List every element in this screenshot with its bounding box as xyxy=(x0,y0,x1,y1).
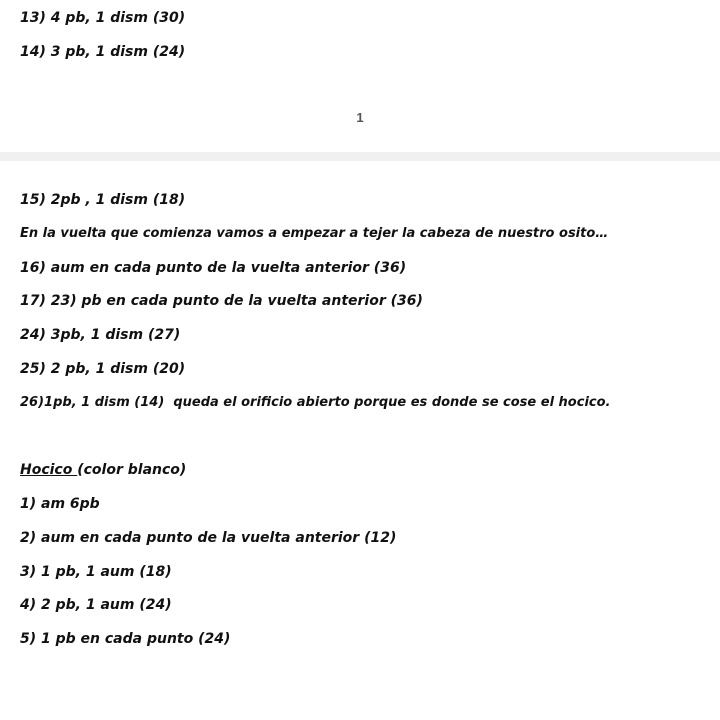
page-separator xyxy=(0,152,720,161)
snout-round-3: 3) 1 pb, 1 aum (18) xyxy=(20,564,172,580)
section-title: Hocico xyxy=(20,462,78,478)
page-number: 1 xyxy=(356,110,364,125)
snout-round-4: 4) 2 pb, 1 aum (24) xyxy=(20,597,172,613)
pattern-round-13: 13) 4 pb, 1 dism (30) xyxy=(20,10,186,26)
snout-round-2: 2) aum en cada punto de la vuelta anterior (12) xyxy=(20,530,397,546)
snout-round-1: 1) am 6pb xyxy=(20,496,100,512)
section-heading xyxy=(20,461,186,479)
document-page-1 xyxy=(0,0,720,152)
pattern-note-head: En la vuelta que comienza vamos a empezar a tejer la cabeza de nuestro osito… xyxy=(20,226,609,241)
pattern-round-26: 26)1pb, 1 dism (14) queda el orificio abierto porque es donde se cose el hocico. xyxy=(20,395,611,410)
document-page-2 xyxy=(0,161,720,720)
snout-round-5: 5) 1 pb en cada punto (24) xyxy=(20,631,231,647)
section-note: (color blanco) xyxy=(77,462,187,478)
pattern-round-14: 14) 3 pb, 1 dism (24) xyxy=(20,44,186,60)
pattern-round-16: 16) aum en cada punto de la vuelta anterior (36) xyxy=(20,260,407,276)
pattern-round-24: 24) 3pb, 1 dism (27) xyxy=(20,327,181,343)
pattern-round-25: 25) 2 pb, 1 dism (20) xyxy=(20,361,186,377)
pattern-round-17-23: 17) 23) pb en cada punto de la vuelta anterior (36) xyxy=(20,293,423,309)
pattern-round-15: 15) 2pb , 1 dism (18) xyxy=(20,192,186,208)
